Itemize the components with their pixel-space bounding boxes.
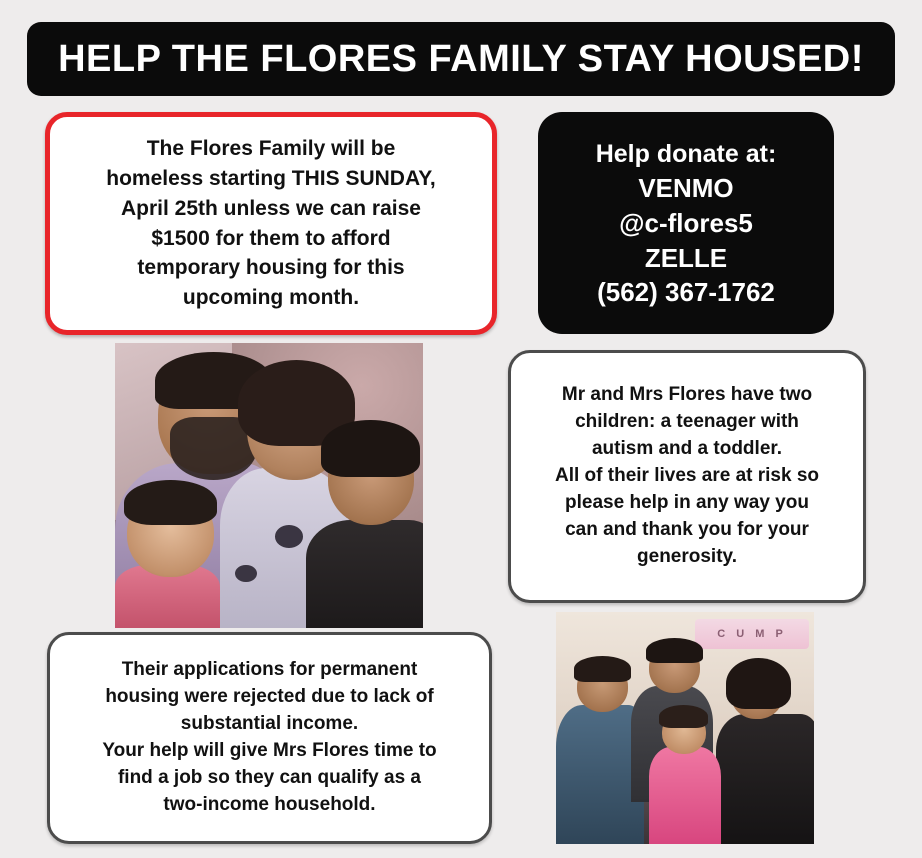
birthday-banner: C U M P (695, 619, 809, 649)
family-line-5: please help in any way you (565, 491, 809, 513)
family-line-6: can and thank you for your (565, 518, 809, 540)
selfie-teen-hair (321, 420, 420, 477)
selfie-teen-body (306, 520, 423, 628)
urgent-amount: $1500 (151, 226, 210, 250)
applications-line-1: Their applications for permanent (121, 659, 418, 681)
family-selfie-photo-content (115, 343, 423, 628)
family-line-7: generosity. (637, 545, 737, 567)
urgent-line-2: homeless starting THIS SUNDAY, (106, 166, 436, 190)
urgent-line-1: The Flores Family will be (146, 137, 396, 161)
urgent-line-5: temporary housing for this (137, 256, 405, 280)
group-mother-body (716, 714, 814, 844)
applications-line-4: Your help will give Mrs Flores time to (102, 740, 437, 761)
applications-line-3: substantial income. (180, 713, 359, 735)
urgent-line-3: April 25th unless we can raise (121, 196, 421, 220)
applications-info-text (84, 657, 454, 819)
applications-line-5: find a job so they can qualify as a (117, 766, 421, 788)
donate-service-zelle: ZELLE (644, 242, 728, 273)
donate-heading: Help donate at: (595, 140, 777, 169)
group-toddler-body (649, 747, 721, 844)
donate-info-text (596, 136, 777, 310)
page-title: HELP THE FLORES FAMILY STAY HOUSED! (58, 37, 864, 80)
applications-line-6: two-income household. (163, 793, 376, 815)
donate-handle-zelle: (562) 367-1762 (597, 277, 775, 308)
family-group-photo-content (556, 612, 814, 844)
urgent-notice-text (80, 134, 461, 313)
family-line-3: autism and a toddler. (591, 438, 783, 460)
family-line-1: Mr and Mrs Flores have two (561, 384, 813, 406)
family-line-4: All of their lives are at risk so (555, 465, 819, 487)
urgent-notice-box (45, 112, 497, 335)
selfie-baby-hair (124, 480, 216, 526)
family-info-box (508, 350, 866, 603)
applications-info-box (47, 632, 492, 844)
family-line-2: children: a teenager with (575, 411, 799, 433)
group-teen-hair (646, 638, 703, 664)
flyer-header-banner (27, 22, 895, 96)
selfie-mother-sweater-dot-1 (275, 525, 303, 548)
applications-line-2: housing were rejected due to lack of (105, 686, 434, 708)
urgent-line-6: upcoming month. (182, 286, 360, 310)
donate-info-box (538, 112, 834, 334)
family-selfie-photo (115, 343, 423, 628)
group-mother-hair (726, 658, 791, 709)
urgent-line-4-rest: for them to afford (209, 226, 391, 250)
donate-service-venmo: VENMO (638, 173, 734, 204)
group-toddler-hair (659, 705, 708, 728)
donate-handle-venmo: @c-flores5 (619, 208, 753, 239)
selfie-mother-sweater-dot-2 (235, 565, 257, 582)
group-father-hair (574, 656, 631, 682)
family-info-text (535, 382, 839, 571)
family-group-photo (556, 612, 814, 844)
